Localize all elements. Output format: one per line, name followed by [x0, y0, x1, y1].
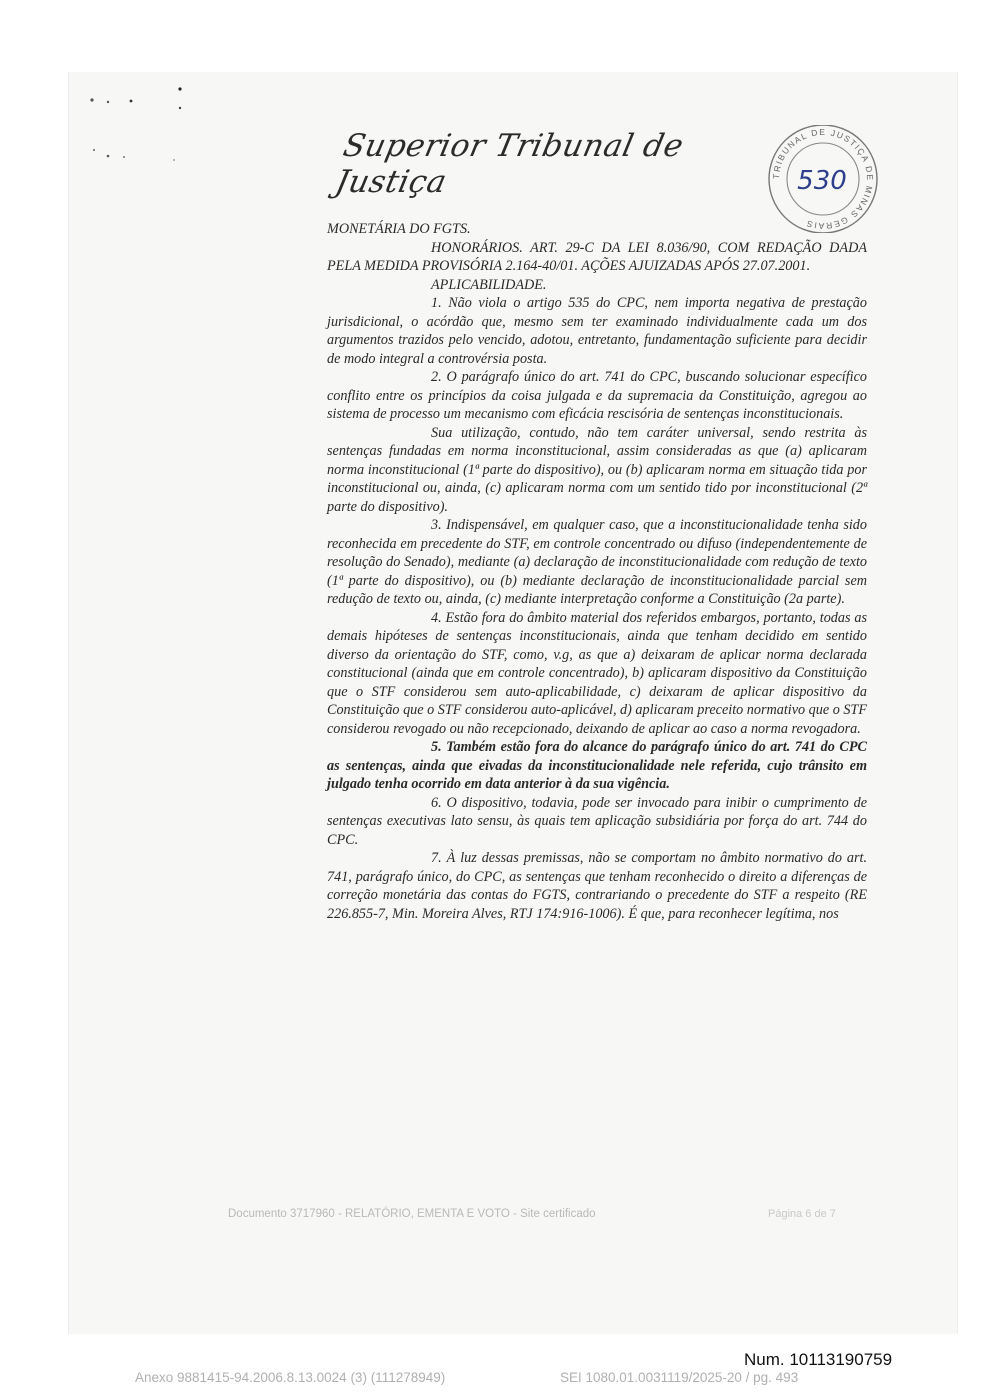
ementa-item-2-cont: Sua utilização, contudo, não tem caráter universal, sendo restrita às sentenças fundadas em norma inconstitucional, assim consideradas as que (a) aplicaram norma inconstitucional (1ª parte do dispositivo), ou (b) aplicaram norma em situação tida por inconstitucional ou, ainda, (c) aplicaram norma com um sentido tido por inconstitucional (2ª parte do dispositivo).	[327, 424, 867, 515]
ementa-item-7: 7. À luz dessas premissas, não se comportam no âmbito normativo do art. 741, parágrafo único, do CPC, as sentenças que tenham reconhecido o direito a diferenças de correção monetária das contas do FGTS, contrariando o precedente do STF a respeito (RE 226.855-7, Min. Moreira Alves, RTJ 174:916-1006). É que, para reconhecer legítima, nos	[327, 850, 867, 922]
stamp-ring-text: TRIBUNAL DE JUSTIÇA DE MINAS GERAIS	[770, 126, 876, 232]
ementa-line-0: MONETÁRIA DO FGTS.	[327, 221, 471, 237]
ementa-item-1: 1. Não viola o artigo 535 do CPC, nem importa negativa de prestação jurisdicional, o acórdão que, mesmo sem ter examinado individualmente cada um dos argumentos trazidos pelo vencido, adotou, entretanto, fundamentação suficiente para decidir de modo integral a controvérsia posta.	[327, 295, 867, 367]
ementa-item-3: 3. Indispensável, em qualquer caso, que a inconstitucionalidade tenha sido reconhecida em precedente do STF, em controle concentrado ou difuso (independentemente de resolução do Senado), mediante (a) declaração de inconstitucionalidade com redução de texto (1ª parte do dispositivo), ou (b) mediante declaração de inconstitucionalidade parcial sem redução de texto ou, ainda, (c) mediante interpretação conforme a Constituição (2a parte).	[327, 517, 867, 607]
ementa-item-6: 6. O dispositivo, todavia, pode ser invocado para inibir o cumprimento de sentenças executivas lato sensu, às quais tem aplicação subsidiária por força do art. 744 do CPC.	[327, 794, 867, 848]
sei-reference: SEI 1080.01.0031119/2025-20 / pg. 493	[560, 1370, 799, 1385]
court-stamp	[764, 125, 882, 233]
stamp-number: 530	[797, 166, 847, 196]
ementa-text	[327, 220, 867, 923]
ementa-item-4: 4. Estão fora do âmbito material dos referidos embargos, portanto, todas as demais hipóteses de sentenças inconstitucionais, ainda que tenham decidido em sentido diverso da orientação do STF, como, v.g, as que a) deixaram de aplicar norma declarada constitucional (ainda que em controle concentrado), b) aplicaram dispositivo da Constituição que o STF considerou sem auto-aplicabilidade, c) deixaram de aplicar dispositivo da Constituição que o STF considerou auto-aplicável, d) aplicaram preceito normativo que o STF considerou revogado ou não recepcionado, deixando de aplicar ao caso a norma revogadora.	[327, 609, 867, 737]
court-header-title: Superior Tribunal de Justiça	[332, 128, 687, 200]
scan-specks	[88, 84, 198, 174]
ementa-line-1: HONORÁRIOS. ART. 29-C DA LEI 8.036/90, COM REDAÇÃO DADA PELA MEDIDA PROVISÓRIA 2.164-40/01. AÇÕES AJUIZADAS APÓS 27.07.2001.	[327, 239, 867, 274]
document-number: Num. 10113190759	[744, 1350, 893, 1369]
document-footer: Documento 3717960 - RELATÓRIO, EMENTA E VOTO - Site certificado	[228, 1208, 596, 1220]
page-marker: Página 6 de 7	[768, 1208, 836, 1220]
annex-footer	[135, 1370, 925, 1385]
annex-reference: Anexo 9881415-94.2006.8.13.0024 (3) (111278949)	[135, 1370, 446, 1385]
ementa-item-5: 5. Também estão fora do alcance do parágrafo único do art. 741 do CPC as sentenças, ainda que eivadas da inconstitucionalidade nele referida, cujo trânsito em julgado tenha ocorrido em data anterior à da sua vigência.	[327, 739, 867, 792]
ementa-line-2: APLICABILIDADE.	[431, 276, 547, 293]
ementa-item-2: 2. O parágrafo único do art. 741 do CPC, buscando solucionar específico conflito entre os princípios da coisa julgada e da supremacia da Constituição, agregou ao sistema de processo um mecanismo com eficácia rescisória de sentenças inconstitucionais.	[327, 369, 867, 422]
